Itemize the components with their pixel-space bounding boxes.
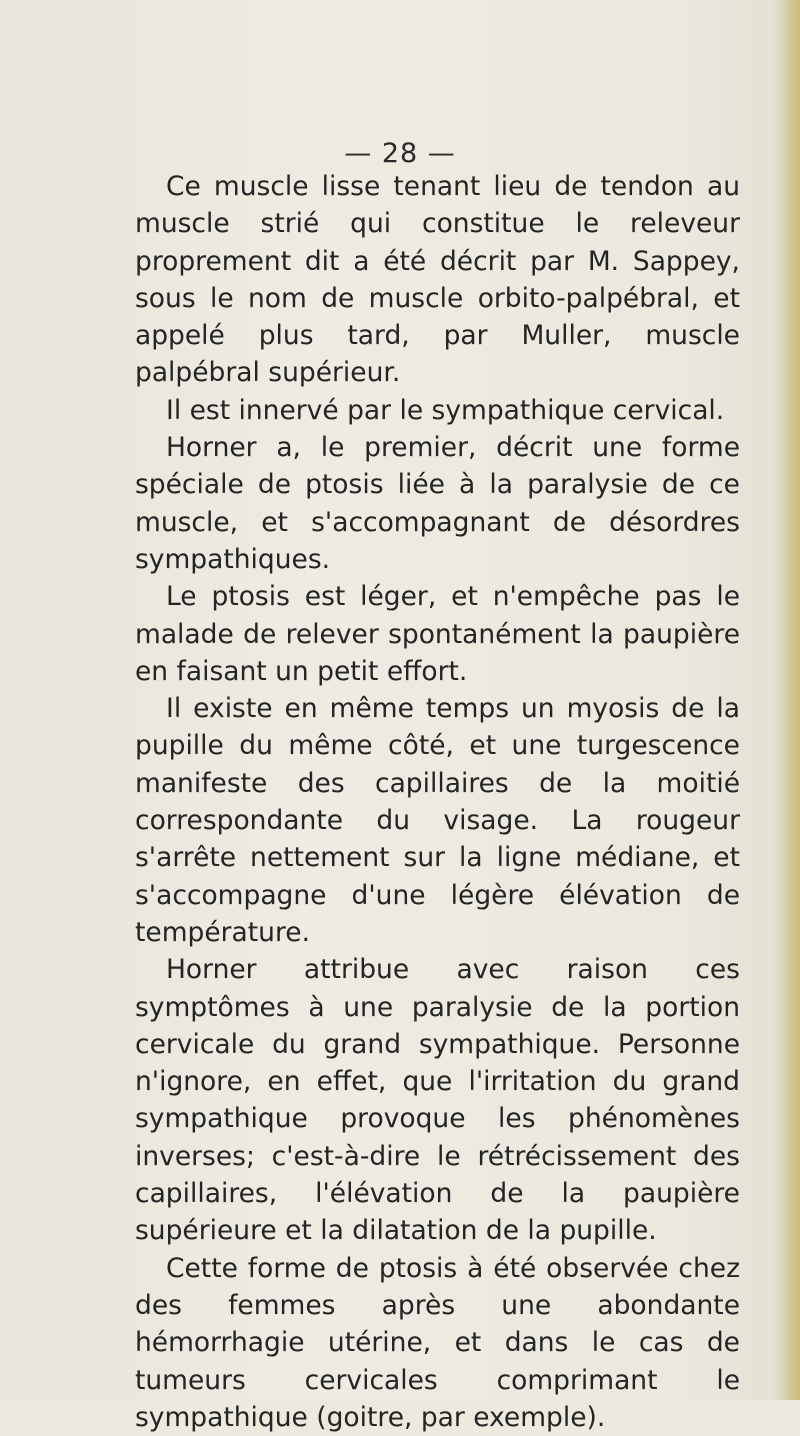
page-edge-stain: [774, 0, 800, 1400]
paragraph: Cette forme de ptosis à été observée chez des femmes après une abondante hémorrhagie utérine, et dans le cas de tumeurs cervicales comprimant le sympathique (goitre, par exemple).: [135, 1252, 740, 1433]
page-body: [135, 168, 740, 1436]
paragraph: Il est innervé par le sympathique cervical.: [166, 394, 725, 426]
paragraph: Il existe en même temps un myosis de la pupille du même côté, et une turgescence manifeste des capillaires de la moitié correspondante du visage. La rougeur s'arrête nettement sur la ligne médiane, et s'accompagne d'une légère élévation de température.: [135, 693, 740, 948]
page-number: — 28 —: [344, 138, 456, 169]
paragraph: Ce muscle lisse tenant lieu de tendon au muscle strié qui constitue le releveur proprement dit a été décrit par M. Sappey, sous le nom de muscle orbito-palpébral, et appelé plus tard, par Muller, muscle palpébral supérieur.: [135, 171, 740, 389]
paragraph: Horner attribue avec raison ces symptômes à une paralysie de la portion cervicale du grand sympathique. Personne n'ignore, en effet, que l'irritation du grand sympathique provoque les phénomènes inverses; c'est-à-dire le rétrécissement des capillaires, l'élévation de la paupière supérieure et la dilatation de la pupille.: [135, 954, 740, 1247]
paragraph: Le ptosis est léger, et n'empêche pas le malade de relever spontanément la paupière en faisant un petit effort.: [135, 581, 740, 687]
paragraph: Horner a, le premier, décrit une forme spéciale de ptosis liée à la paralysie de ce muscle, et s'accompagnant de désordres sympathiques.: [135, 432, 740, 575]
